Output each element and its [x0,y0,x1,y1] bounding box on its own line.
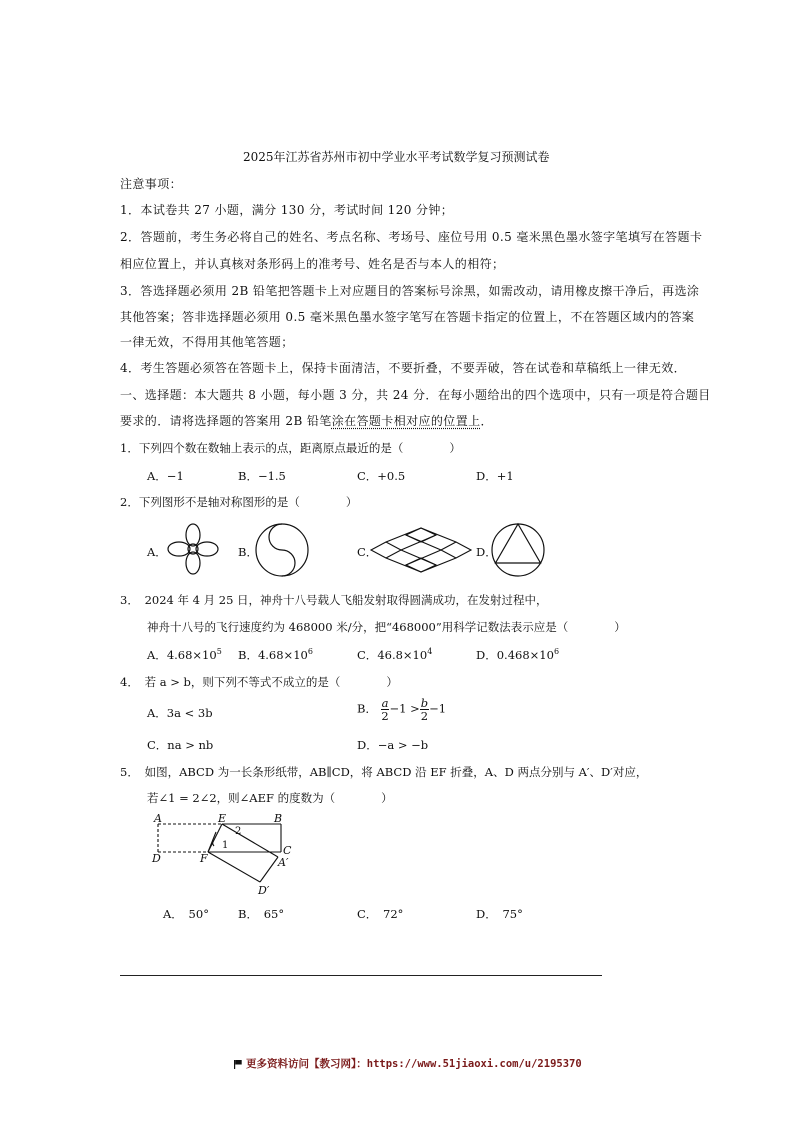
q3-option-c[interactable] [357,647,432,663]
q2-option-a-label[interactable]: A． [147,545,167,559]
q3-option-b[interactable] [238,647,313,663]
q3-option-d-label: D． [476,648,497,662]
rhombus-lattice-icon [368,527,474,573]
q3-option-c-label: C． [357,648,378,662]
q5-option-b[interactable]: B． 65° [238,907,285,921]
question-1-stem: 1．下列四个数在数轴上表示的点，距离原点最近的是（ ） [120,441,461,455]
q5-option-d[interactable]: D． 75° [476,907,523,921]
q3-option-d[interactable] [476,647,559,663]
q3-option-a-label: A． [147,648,167,662]
flag-icon [233,1059,243,1069]
angle-1-label: 1 [222,840,229,851]
q4-option-b-tail: −1 [429,701,447,716]
section-heading-line2 [120,412,493,429]
q1-option-b[interactable]: B．−1.5 [238,469,286,483]
angle-2-label: 2 [235,826,242,837]
fraction-numerator: a [381,696,389,710]
note-3-line3: 一律无效，不得用其他笔答题； [120,335,294,349]
question-5-stem-line1: 5． 如图，ABCD 为一长条形纸带，AB∥CD，将 ABCD 沿 EF 折叠，A、D 两点分别与 A′、D′对应， [120,765,648,779]
q1-option-c[interactable]: C．+0.5 [357,469,406,483]
q3-option-c-exp: 4 [427,647,433,657]
footer-text: 更多资料访问【教习网】：https://www.51jiaoxi.com/u/2195370 [246,1058,582,1070]
q4-option-a[interactable]: A．3a < 3b [147,706,213,720]
question-4-stem: 4． 若 a > b，则下列不等式不成立的是（ ） [120,675,398,689]
question-2-stem: 2．下列图形不是轴对称图形的是（ ） [120,495,358,509]
note-1: 1．本试卷共 27 小题，满分 130 分，考试时间 120 分钟； [120,203,454,217]
fraction-b-over-2 [420,697,429,722]
q2-option-d-label[interactable]: D． [476,545,497,559]
note-4: 4．考生答题必须答在答题卡上，保持卡面清洁，不要折叠，不要弄破，答在试卷和草稿纸上一律无效． [120,361,687,375]
flower-figure-icon [163,519,223,579]
triangle-in-circle-icon [489,521,547,579]
question-3-stem-line2: 神舟十八号的飞行速度约为 468000 米/分，把“468000”用科学记数法表示应是（ ） [147,620,626,634]
point-a-label: A [154,812,162,825]
q3-option-a-base: 4.68×10 [166,648,217,662]
q1-option-a[interactable]: A．−1 [147,469,184,483]
point-c-label: C [283,844,292,857]
fraction-denominator: 2 [381,709,389,723]
q2-option-b-label[interactable]: B． [238,545,258,559]
note-2-line2: 相应位置上，并认真核对条形码上的准考号、姓名是否与本人的相符； [120,257,505,271]
page-divider [120,975,602,976]
point-d-prime-label: D′ [258,884,270,897]
notice-heading: 注意事项： [120,177,183,191]
q1-option-d[interactable]: D．+1 [476,469,514,483]
q4-option-b-middle: −1 > [389,701,420,716]
q3-option-b-base: 4.68×10 [257,648,308,662]
q4-option-b-label: B． [357,701,377,716]
fraction-numerator: b [420,696,429,710]
point-b-label: B [274,812,283,825]
q4-option-d[interactable]: D．−a > −b [357,738,429,752]
q3-option-a-exp: 5 [216,647,222,657]
point-e-label: E [218,812,227,825]
section-heading-emphasis: 涂在答题卡相对应的位置上 [331,414,481,428]
section-heading-text-a: 要求的．请将选择题的答案用 2B 铅笔 [120,414,332,428]
q3-option-a[interactable] [147,647,222,663]
yin-yang-circle-icon [253,521,311,579]
section-heading-text-c: ． [480,414,493,428]
question-3-stem-line1: 3． 2024 年 4 月 25 日，神舟十八号载人飞船发射取得圆满成功，在发射过程中， [120,593,548,607]
q5-option-a[interactable]: A． 50° [163,907,209,921]
q5-option-c[interactable]: C． 72° [357,907,404,921]
fraction-denominator: 2 [420,709,429,723]
point-a-prime-label: A′ [278,856,289,869]
note-3-line2: 其他答案；答非选择题必须用 0.5 毫米黑色墨水签字笔写在答题卡指定的位置上，不在答题区域内的答案 [120,310,695,324]
q3-option-d-exp: 6 [553,647,560,657]
q4-option-b[interactable] [357,697,446,722]
q4-option-c[interactable]: C．na > nb [147,738,214,752]
folded-strip-figure [150,810,300,898]
q3-option-b-exp: 6 [307,647,313,657]
q3-option-d-base: 0.468×10 [496,648,554,662]
note-3-line1: 3．答选择题必须用 2B 铅笔把答题卡上对应题目的答案标号涂黑，如需改动，请用橡皮擦干净后，再选涂 [120,284,700,298]
q3-option-c-base: 46.8×10 [377,648,428,662]
question-5-stem-line2: 若∠1 = 2∠2，则∠AEF 的度数为（ ） [147,791,393,805]
point-d-label: D [152,852,161,865]
point-f-label: F [200,852,208,865]
note-2-line1: 2．答题前，考生务必将自己的姓名、考点名称、考场号、座位号用 0.5 毫米黑色墨水签字笔填写在答题卡 [120,230,703,244]
footer-link[interactable] [233,1056,582,1071]
q3-option-b-label: B． [238,648,258,662]
q2-option-c-label[interactable]: C． [357,545,378,559]
page-title: 2025年江苏省苏州市初中学业水平考试数学复习预测试卷 [243,150,550,164]
section-heading-line1: 一、选择题：本大题共 8 小题，每小题 3 分，共 24 分．在每小题给出的四个选项中，只有一项是符合题目 [120,388,711,402]
